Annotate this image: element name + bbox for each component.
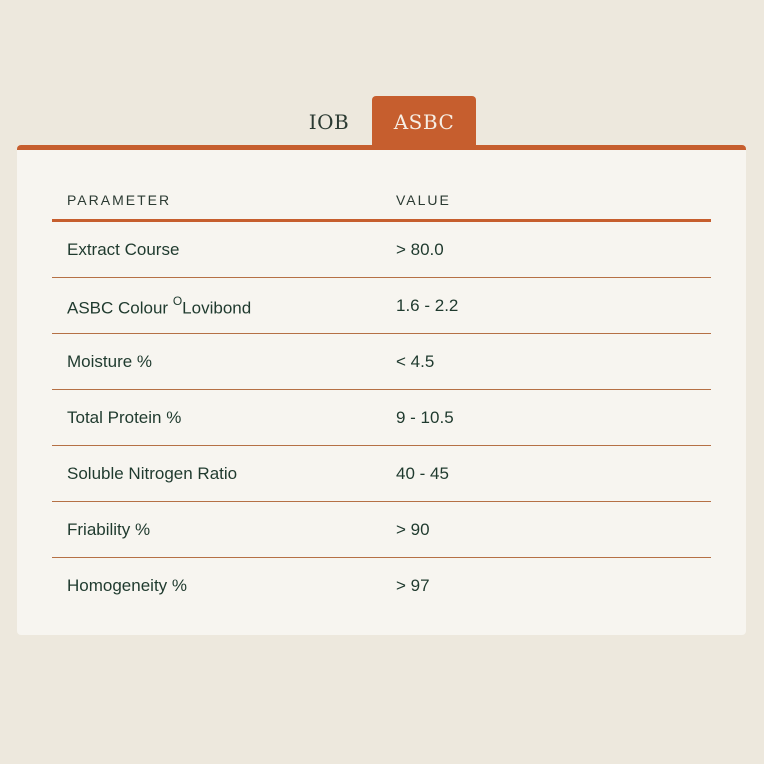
row-parameter: Moisture %	[67, 352, 153, 371]
row-parameter: Soluble Nitrogen Ratio	[67, 464, 238, 483]
table-header	[52, 150, 711, 222]
table-row	[52, 446, 711, 502]
tab-asbc[interactable]: ASBC	[372, 96, 476, 145]
table-row	[52, 502, 711, 558]
tab-bar	[0, 96, 764, 145]
row-parameter	[67, 296, 251, 319]
row-value: 9 - 10.5	[396, 408, 454, 427]
header-parameter: PARAMETER	[67, 192, 172, 208]
row-parameter-unit: Lovibond	[182, 298, 252, 318]
row-parameter: Total Protein %	[67, 408, 182, 427]
row-value: < 4.5	[396, 352, 435, 371]
header-value: VALUE	[396, 192, 451, 208]
row-parameter: Friability %	[67, 520, 151, 539]
table-row	[52, 558, 711, 614]
row-parameter: Extract Course	[67, 240, 180, 259]
degree-superscript: O	[172, 294, 183, 308]
row-value: > 90	[396, 520, 430, 539]
row-parameter-text: ASBC Colour	[67, 298, 173, 318]
row-parameter: Homogeneity %	[67, 576, 188, 595]
table-row	[52, 390, 711, 446]
row-value: 40 - 45	[396, 464, 449, 483]
table-row	[52, 334, 711, 390]
row-value: 1.6 - 2.2	[396, 296, 459, 315]
row-value: > 80.0	[396, 240, 444, 259]
row-value: > 97	[396, 576, 430, 595]
tab-iob[interactable]: IOB	[308, 109, 350, 134]
table-row	[52, 222, 711, 278]
spec-table	[52, 150, 711, 614]
table-row	[52, 278, 711, 334]
spec-panel	[17, 145, 746, 635]
